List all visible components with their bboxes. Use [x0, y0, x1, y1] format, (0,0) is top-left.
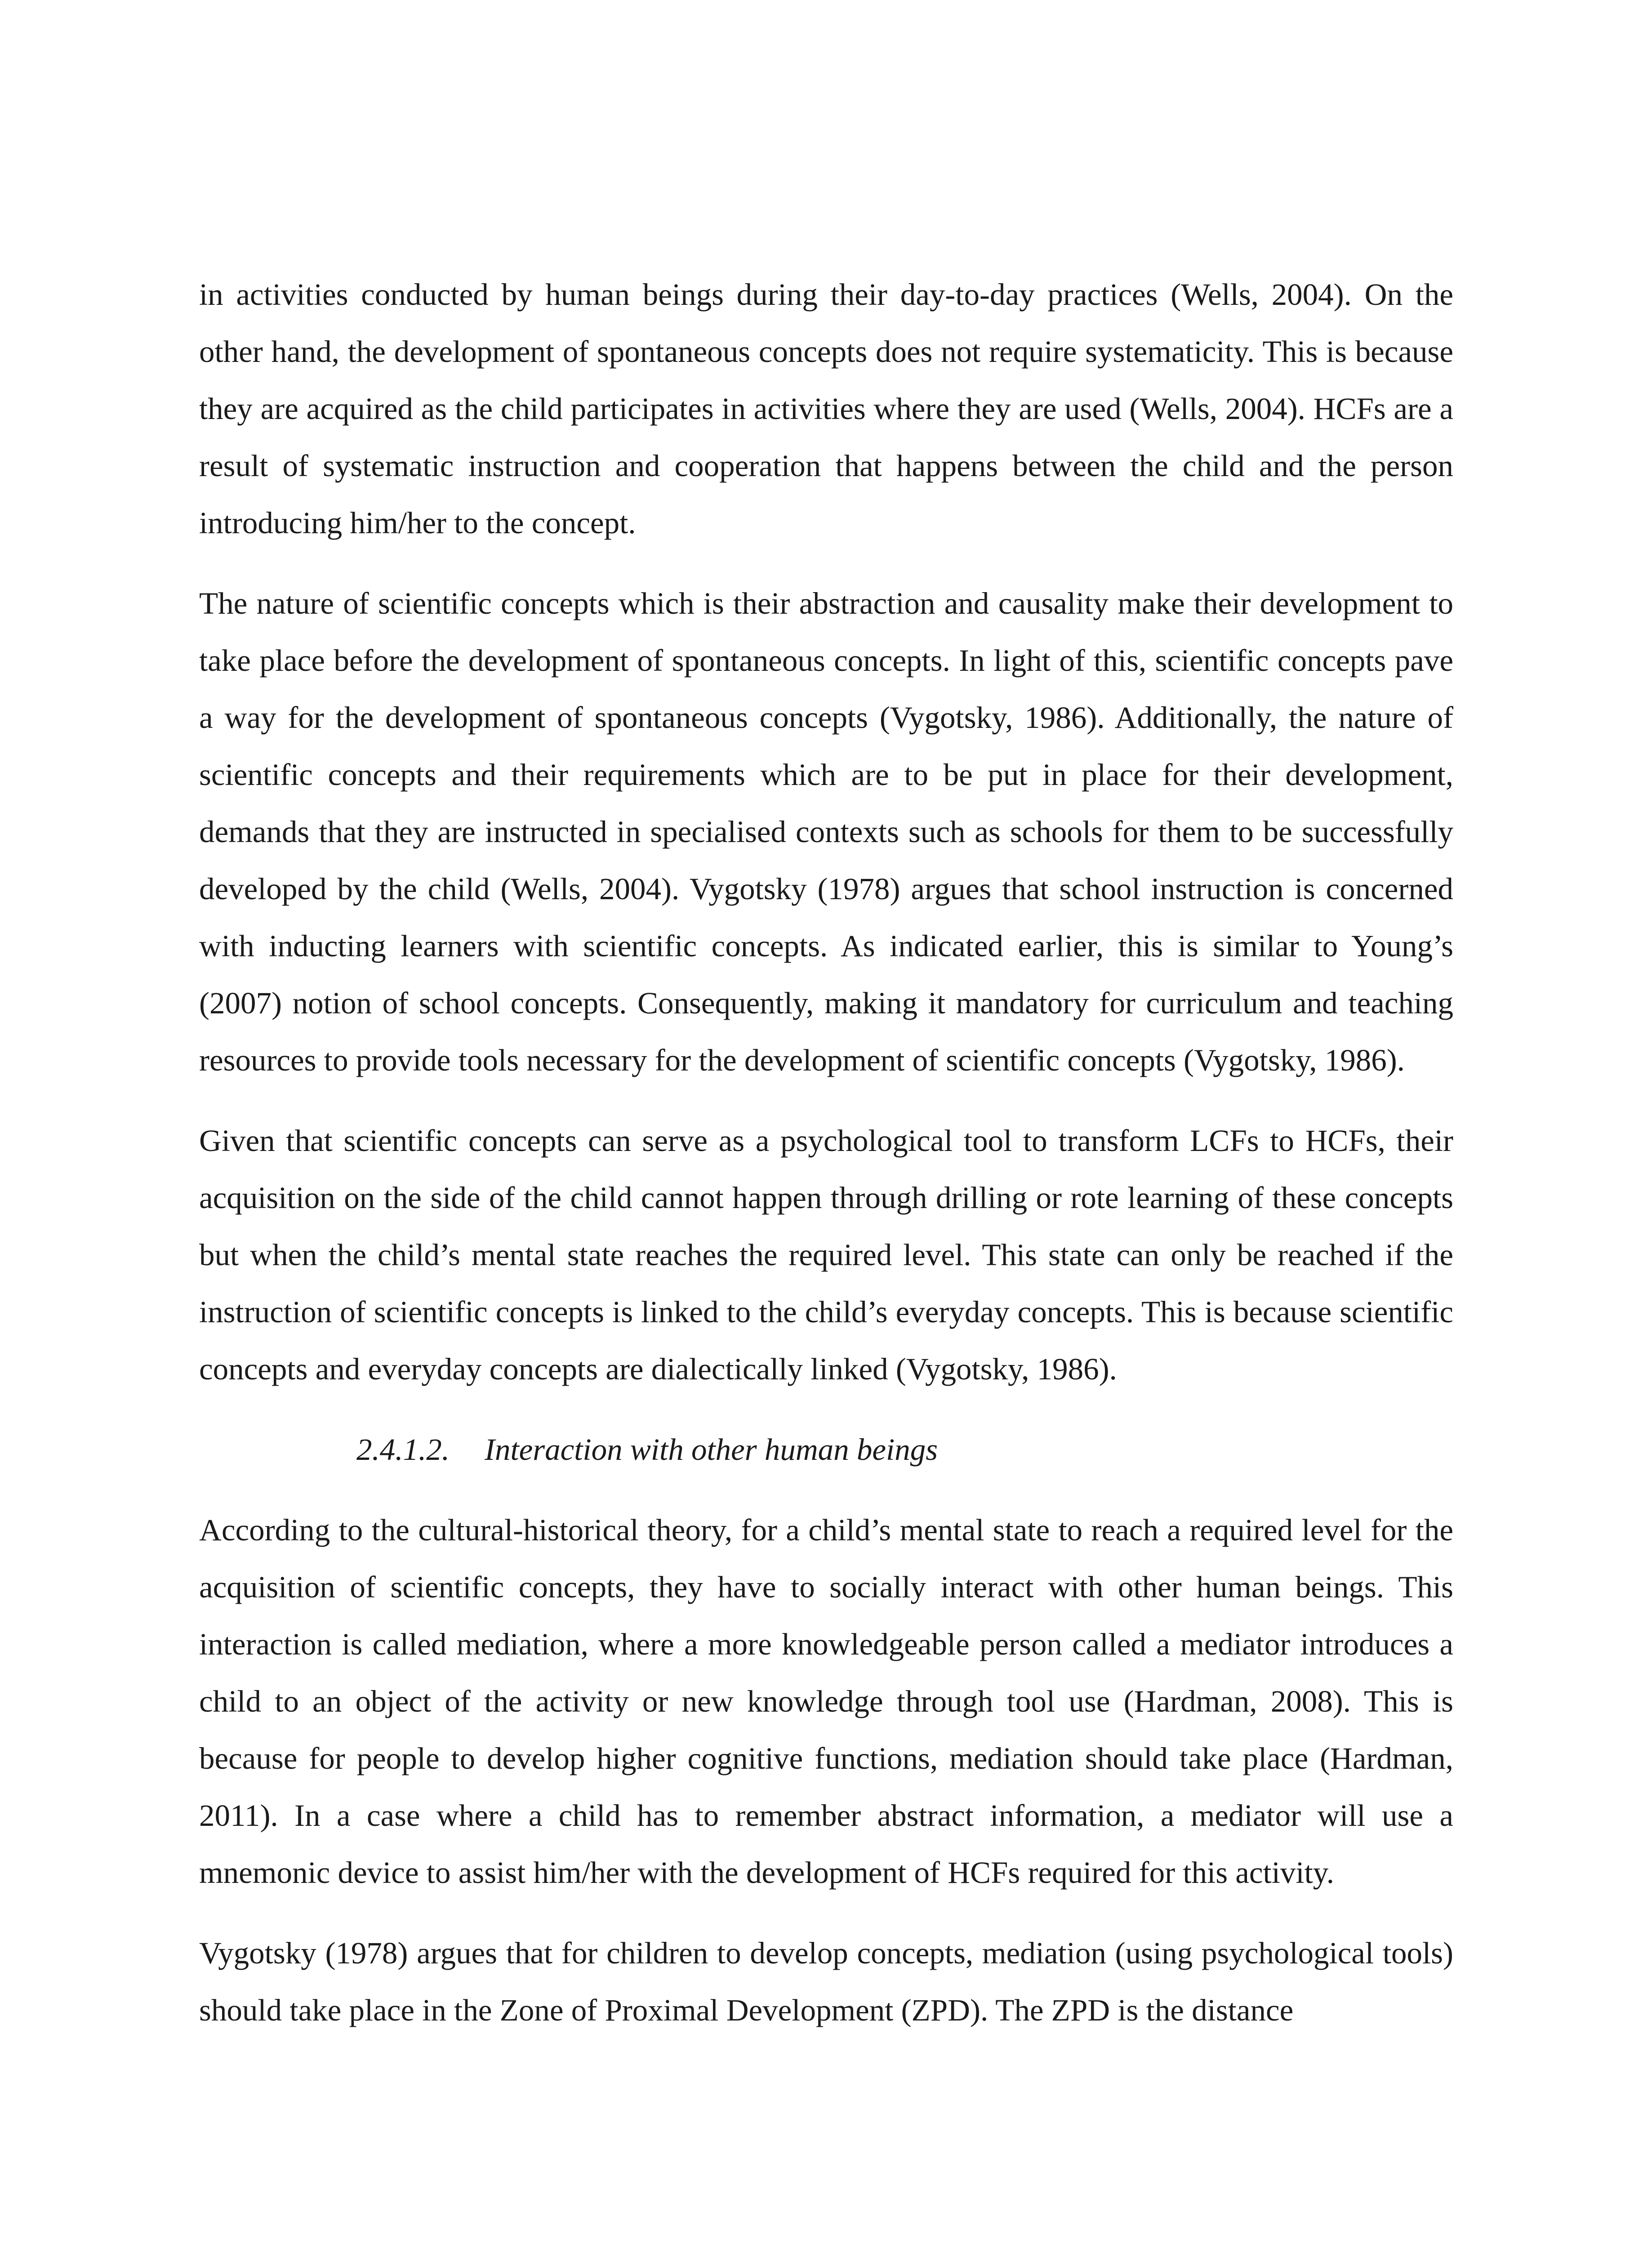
- section-heading-title: Interaction with other human beings: [485, 1432, 938, 1467]
- paragraph-psychological-tool: Given that scientific concepts can serve as a psychological tool to transform LCFs to HCFs, their acquisition on the side of the child cannot happen through drilling or rote learning of these concepts but when the child’s mental state reaches the required level. This state can only be reached if the instruction of scientific concepts is linked to the child’s everyday concepts. This is because scientific concepts and everyday concepts are dialectically linked (Vygotsky, 1986).: [199, 1124, 1453, 1386]
- paragraph-zpd: Vygotsky (1978) argues that for children to develop concepts, mediation (using psychological tools) should take place in the Zone of Proximal Development (ZPD). The ZPD is the distance: [199, 1936, 1453, 2027]
- paragraph-nature-of-scientific-concepts: The nature of scientific concepts which is their abstraction and causality make their development to take place before the development of spontaneous concepts. In light of this, scientific concepts pave a way for the development of spontaneous concepts (Vygotsky, 1986). Additionally, the nature of scientific concepts and their requirements which are to be put in place for their development, demands that they are instructed in specialised contexts such as schools for them to be successfully developed by the child (Wells, 2004). Vygotsky (1978) argues that school instruction is concerned with inducting learners with scientific concepts. As indicated earlier, this is similar to Young’s (2007) notion of school concepts. Consequently, making it mandatory for curriculum and teaching resources to provide tools necessary for the development of scientific concepts (Vygotsky, 1986).: [199, 586, 1453, 1077]
- section-heading: [199, 1421, 1453, 1478]
- paragraph-spontaneous-concepts: in activities conducted by human beings during their day-to-day practices (Wells, 2004). On the other hand, the development of spontaneous concepts does not require systematicity. This is because they are acquired as the child participates in activities where they are used (Wells, 2004). HCFs are a result of systematic instruction and cooperation that happens between the child and the person introducing him/her to the concept.: [199, 277, 1453, 540]
- body-text: [199, 266, 1453, 2062]
- section-heading-number: 2.4.1.2.: [356, 1432, 450, 1467]
- paragraph-mediation: According to the cultural-historical theory, for a child’s mental state to reach a required level for the acquisition of scientific concepts, they have to socially interact with other human beings. This interaction is called mediation, where a more knowledgeable person called a mediator introduces a child to an object of the activity or new knowledge through tool use (Hardman, 2008). This is because for people to develop higher cognitive functions, mediation should take place (Hardman, 2011). In a case where a child has to remember abstract information, a mediator will use a mnemonic device to assist him/her with the development of HCFs required for this activity.: [199, 1513, 1453, 1890]
